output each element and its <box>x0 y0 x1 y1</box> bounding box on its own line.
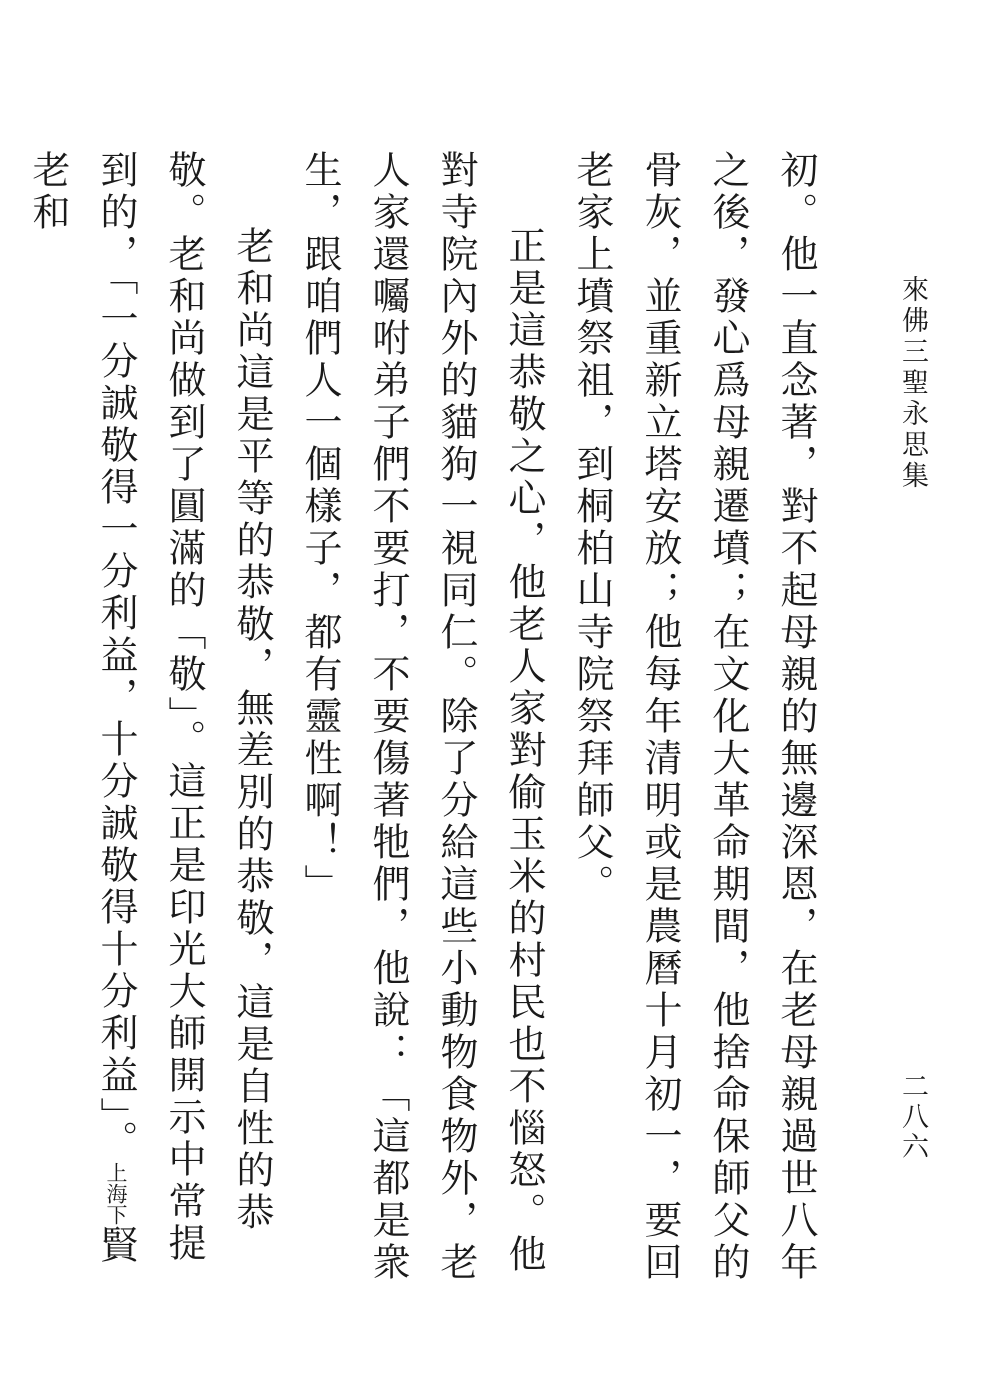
inline-small-note: 上海下 <box>104 1162 128 1225</box>
page-number: 二八六 <box>897 1072 928 1162</box>
paragraph-2: 正是這恭敬之心，他老人家對偷玉米的村民也不惱怒。他對寺院內外的貓狗一視同仁。除了分給這些小動物食物外，老人家還囑咐弟子們不要打，不要傷著牠們，他說：「這都是衆生，跟咱們人一個樣子，都有靈性啊！」 <box>298 150 546 1284</box>
paragraph-3-text: 老和尚這是平等的恭敬，無差別的恭敬，這是自性的恭敬。老和尚做到了圓滿的「敬」。這正是印光大師開示中常提到的，「一分誠敬得一分利益，十分誠敬得十分利益」。 <box>94 150 274 1265</box>
paragraph-1: 初。他一直念著，對不起母親的無邊深恩，在老母親過世八年之後，發心爲母親遷墳；在文化大革命期間，他捨命保師父的骨灰，並重新立塔安放；他每年清明或是農曆十月初一，要回老家上墳祭祖，到桐柏山寺院祭拜師父。 <box>570 150 818 1284</box>
paragraph-3 <box>14 150 286 1290</box>
body-text <box>26 150 830 1290</box>
running-head: 來佛三聖永思集 <box>897 275 928 492</box>
paragraph-3-tail: 賢老和 <box>26 150 138 1267</box>
